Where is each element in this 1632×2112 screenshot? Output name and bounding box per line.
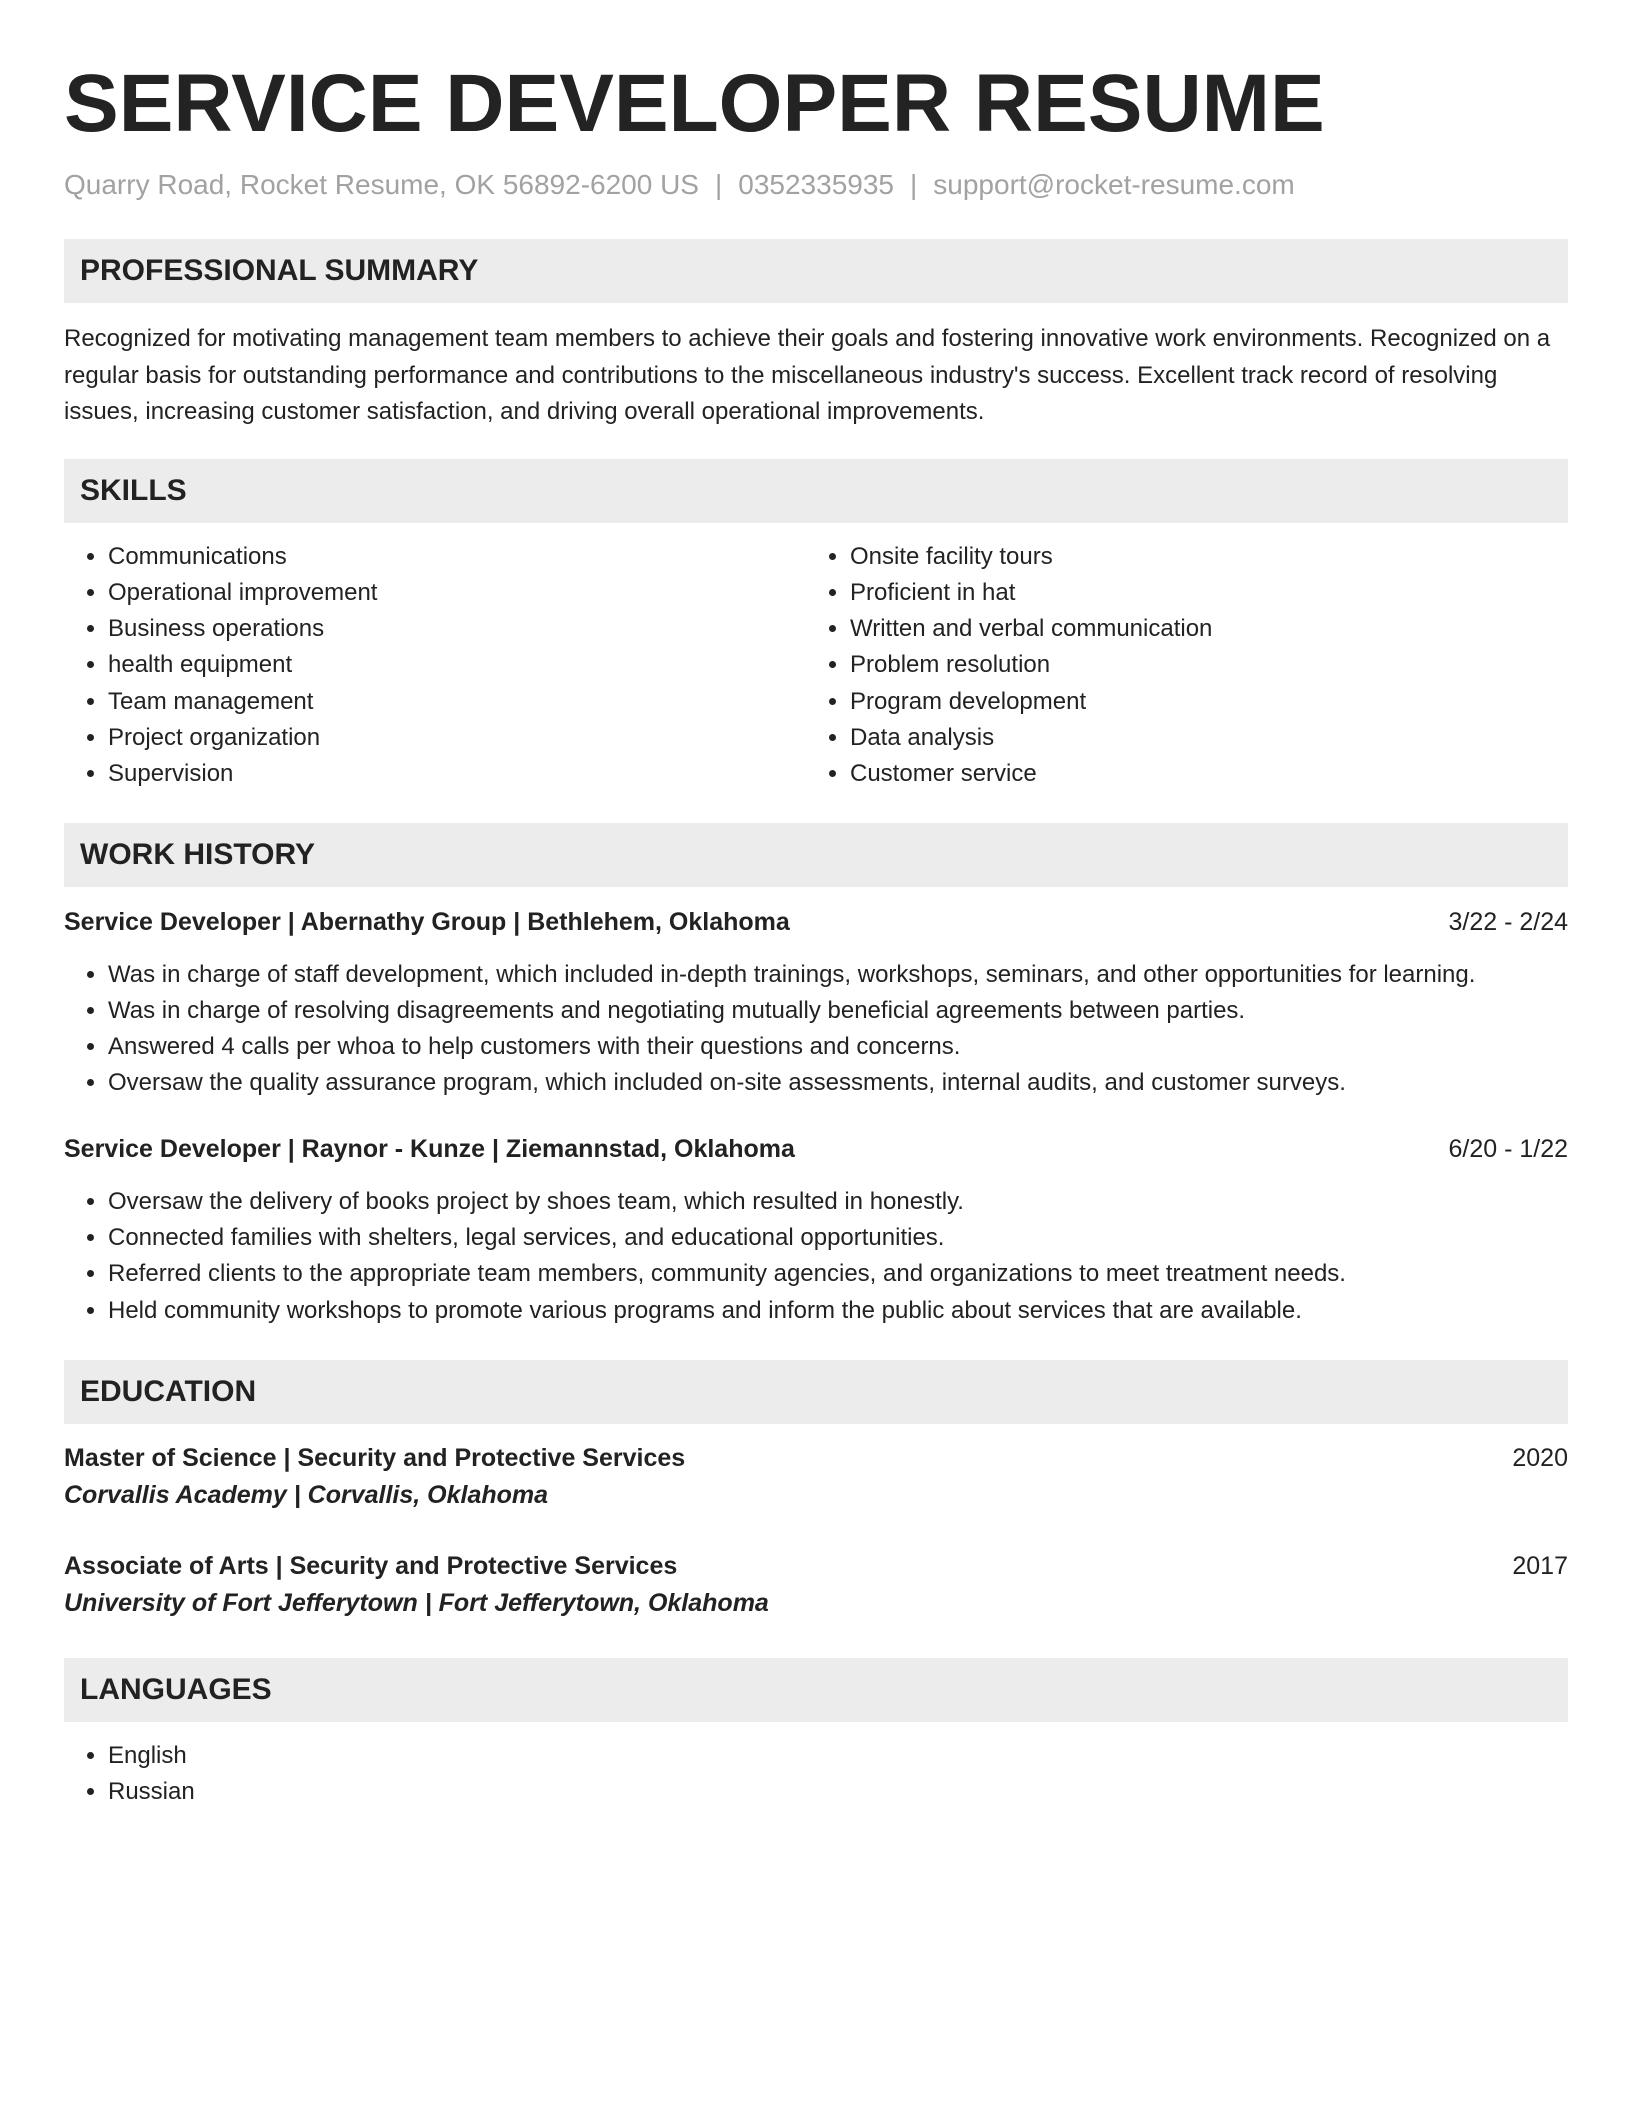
list-item: • health equipment [108,647,806,683]
list-item: • Problem resolution [850,647,1548,683]
summary-text: Recognized for motivating management team members to achieve their goals and fostering innovative work environments. Recognized on a regular basis for outstanding performance and contributions to the miscellaneous industry's success. Excellent track record of resolving issues, increasing customer satisfaction, and driving overall operational improvements. [64,325,1551,425]
school: University of Fort Jefferytown | Fort Jefferytown, Oklahoma [64,1588,769,1617]
list-item: • Proficient in hat [850,575,1548,611]
degree: Associate of Arts | Security and Protective Services [64,1551,678,1580]
job-entry [64,1132,1568,1329]
education-entry [64,1548,1568,1622]
skills-section [64,459,1568,793]
summary-section [64,239,1568,431]
list-item: • Held community workshops to promote various programs and inform the public about services that are available. [108,1293,1568,1329]
list-item: • Written and verbal communication [850,611,1548,647]
page-title: SERVICE DEVELOPER RESUME [64,58,1325,149]
job-dates: 3/22 - 2/24 [1448,907,1568,936]
degree: Master of Science | Security and Protective Services [64,1443,686,1472]
summary-heading: PROFESSIONAL SUMMARY [64,239,1568,303]
education-header [64,1548,1568,1584]
list-item: • Program development [850,684,1548,720]
list-item: • Oversaw the delivery of books project by shoes team, which resulted in honestly. [108,1184,1568,1220]
list-item: • Was in charge of staff development, which included in-depth trainings, workshops, seminars, and other opportunities for learning. [108,957,1568,993]
list-item: • Business operations [108,611,806,647]
list-item: • Onsite facility tours [850,539,1548,575]
contact-phone: 0352335935 [738,169,894,200]
education-year: 2017 [1512,1551,1568,1580]
list-item: • Russian [108,1774,1568,1810]
list-item: • Referred clients to the appropriate team members, community agencies, and organizations to meet treatment needs. [108,1256,1568,1292]
job-entry [64,905,1568,1102]
list-item: • Connected families with shelters, legal services, and educational opportunities. [108,1220,1568,1256]
contact-address: Quarry Road, Rocket Resume, OK 56892-6200 US [64,169,699,200]
skills-heading: SKILLS [64,459,1568,523]
contact-email: support@rocket-resume.com [933,169,1295,200]
skills-list-right [806,539,1548,793]
list-item: • Customer service [850,756,1548,792]
job-header [64,1132,1568,1166]
list-item: • Project organization [108,720,806,756]
job-header [64,905,1568,939]
list-item: • Answered 4 calls per whoa to help customers with their questions and concerns. [108,1029,1568,1065]
languages-list [64,1738,1568,1811]
work-heading: WORK HISTORY [64,823,1568,887]
list-item: • Supervision [108,756,806,792]
contact-line [64,168,1568,202]
job-title: Service Developer | Raynor - Kunze | Ziemannstad, Oklahoma [64,1134,795,1163]
list-item: • Data analysis [850,720,1548,756]
education-header [64,1440,1568,1476]
list-item: • English [108,1738,1568,1774]
languages-section [64,1658,1568,1811]
skills-column-right [806,539,1548,793]
list-item: • Was in charge of resolving disagreements and negotiating mutually beneficial agreements between parties. [108,993,1568,1029]
languages-heading: LANGUAGES [64,1658,1568,1722]
school: Corvallis Academy | Corvallis, Oklahoma [64,1480,549,1509]
contact-separator: | [714,169,723,200]
skills-list-left [64,539,806,793]
education-year: 2020 [1512,1443,1568,1472]
list-item: • Oversaw the quality assurance program, which included on-site assessments, internal audits, and customer surveys. [108,1065,1568,1101]
work-section [64,823,1568,1329]
education-section [64,1360,1568,1622]
contact-separator: | [910,169,918,200]
education-heading: EDUCATION [64,1360,1568,1424]
job-bullets [64,1184,1568,1329]
job-title: Service Developer | Abernathy Group | Bethlehem, Oklahoma [64,907,790,936]
list-item: • Operational improvement [108,575,806,611]
education-entry [64,1440,1568,1514]
job-bullets [64,957,1568,1102]
skills-column-left [64,539,806,793]
skills-grid [64,539,1568,793]
list-item: • Communications [108,539,806,575]
job-dates: 6/20 - 1/22 [1448,1134,1568,1163]
list-item: • Team management [108,684,806,720]
